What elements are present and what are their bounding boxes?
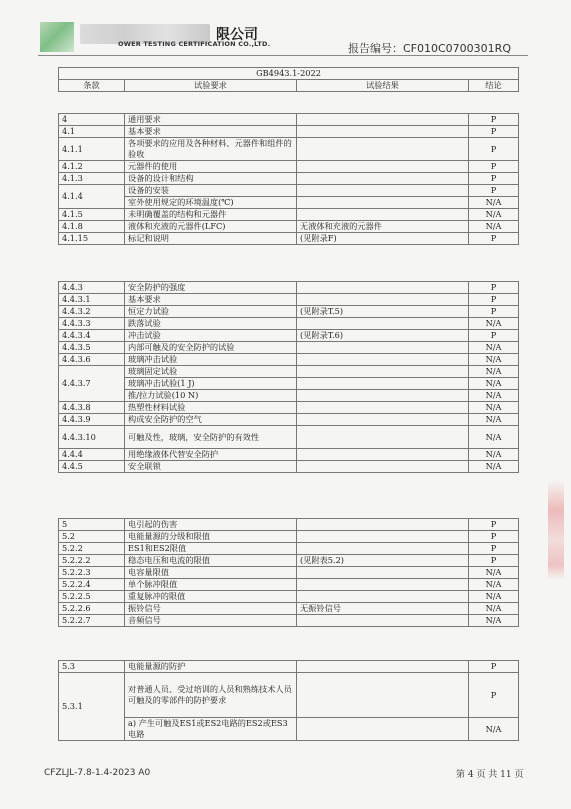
section-table (58, 113, 519, 245)
verdict-cell: P (469, 126, 519, 138)
result-cell (297, 531, 469, 543)
clause-cell: 4.1.3 (59, 173, 125, 185)
verdict-cell: N/A (469, 390, 519, 402)
verdict-cell: N/A (469, 426, 519, 449)
verdict-cell: P (469, 173, 519, 185)
table-row (59, 414, 519, 426)
verdict-cell: N/A (469, 718, 519, 741)
requirement-cell: 冲击试验 (125, 330, 297, 342)
clause-cell: 4.4.3.5 (59, 342, 125, 354)
requirement-cell: 音频信号 (125, 615, 297, 627)
requirement-cell: 设备的设计和结构 (125, 173, 297, 185)
clause-cell: 4.1.8 (59, 221, 125, 233)
requirement-cell: 电容量限值 (125, 567, 297, 579)
requirement-cell: 设备的安装 (125, 185, 297, 197)
requirement-cell: a) 产生可触及ES1或ES2电路的ES2或ES3电路 (125, 718, 297, 741)
verdict-cell: N/A (469, 615, 519, 627)
requirement-cell: 稳态电压和电流的限值 (125, 555, 297, 567)
table-row (59, 294, 519, 306)
clause-cell: 4.4.3.4 (59, 330, 125, 342)
table-row (59, 173, 519, 185)
standard-title: GB4943.1-2022 (59, 68, 519, 80)
table-row (59, 567, 519, 579)
result-cell (297, 615, 469, 627)
table-row (59, 233, 519, 245)
clause-cell: 5.3 (59, 661, 125, 673)
clause-cell: 4.4.5 (59, 461, 125, 473)
clause-cell: 4.4.3.1 (59, 294, 125, 306)
result-cell (297, 126, 469, 138)
result-cell (297, 209, 469, 221)
verdict-cell: N/A (469, 378, 519, 390)
result-cell (297, 114, 469, 126)
result-cell (297, 591, 469, 603)
requirement-cell: 用绝缘液体代替安全防护 (125, 449, 297, 461)
section-table (58, 281, 519, 473)
verdict-cell: N/A (469, 318, 519, 330)
clause-cell: 4.4.3.3 (59, 318, 125, 330)
result-cell: 无振铃信号 (297, 603, 469, 615)
verdict-cell: N/A (469, 461, 519, 473)
requirement-cell: 各项要求的应用及各种材料、元器件和组件的验收 (125, 138, 297, 161)
clause-cell: 4.4.3.2 (59, 306, 125, 318)
company-logo (40, 22, 74, 52)
header-divider (38, 55, 528, 56)
company-name-tail: 限公司 (216, 27, 258, 43)
verdict-cell: P (469, 531, 519, 543)
result-cell (297, 390, 469, 402)
page-number: 第 4 页 共 11 页 (456, 770, 524, 780)
clause-cell: 4 (59, 114, 125, 126)
section-table (58, 518, 519, 627)
verdict-cell: N/A (469, 567, 519, 579)
table-row (59, 209, 519, 221)
table-row (59, 615, 519, 627)
verdict-cell: N/A (469, 354, 519, 366)
verdict-cell: N/A (469, 449, 519, 461)
table-row (59, 197, 519, 209)
result-cell: (见附录T.5) (297, 306, 469, 318)
requirement-cell: 玻璃固定试验 (125, 366, 297, 378)
table-row (59, 306, 519, 318)
verdict-cell: P (469, 673, 519, 718)
requirement-cell: 恒定力试验 (125, 306, 297, 318)
verdict-cell: N/A (469, 342, 519, 354)
clause-cell: 5.3.1 (59, 673, 125, 741)
requirement-cell: 跌落试验 (125, 318, 297, 330)
requirement-cell: 室外使用规定的环境温度(℃) (125, 197, 297, 209)
verdict-cell: N/A (469, 414, 519, 426)
clause-cell: 4.4.3.8 (59, 402, 125, 414)
table-header (58, 67, 519, 92)
requirement-cell: 基本要求 (125, 294, 297, 306)
clause-cell: 4.1.15 (59, 233, 125, 245)
table-row (59, 591, 519, 603)
table-row (59, 126, 519, 138)
result-cell (297, 673, 469, 718)
clause-cell: 4.1.5 (59, 209, 125, 221)
company-name-english: OWER TESTING CERTIFICATION CO.,LTD. (118, 40, 271, 48)
result-cell (297, 579, 469, 591)
clause-cell: 4.4.3.10 (59, 426, 125, 449)
clause-cell: 5.2.2.2 (59, 555, 125, 567)
clause-cell: 4.1.4 (59, 185, 125, 209)
table-row (59, 282, 519, 294)
clause-cell: 5.2.2.4 (59, 579, 125, 591)
verdict-cell: P (469, 185, 519, 197)
table-row (59, 114, 519, 126)
section-table (58, 660, 519, 741)
clause-cell: 4.4.3.7 (59, 366, 125, 402)
result-cell (297, 366, 469, 378)
column-header-result: 试验结果 (297, 80, 469, 92)
form-number: CFZLJL-7.8-1.4-2023 A0 (44, 768, 151, 778)
result-cell (297, 449, 469, 461)
requirement-cell: 振铃信号 (125, 603, 297, 615)
verdict-cell: N/A (469, 221, 519, 233)
verdict-cell: N/A (469, 197, 519, 209)
clause-cell: 4.4.4 (59, 449, 125, 461)
table-row (59, 519, 519, 531)
table-row (59, 718, 519, 741)
requirement-cell: 玻璃冲击试验(1 J) (125, 378, 297, 390)
result-cell (297, 378, 469, 390)
requirement-cell: 推/拉力试验(10 N) (125, 390, 297, 402)
verdict-cell: P (469, 282, 519, 294)
clause-cell: 4.1 (59, 126, 125, 138)
verdict-cell: P (469, 233, 519, 245)
requirement-cell: ES1和ES2限值 (125, 543, 297, 555)
table-row (59, 555, 519, 567)
result-cell (297, 426, 469, 449)
verdict-cell: P (469, 114, 519, 126)
verdict-cell: P (469, 555, 519, 567)
table-row (59, 673, 519, 718)
clause-cell: 5.2.2.3 (59, 567, 125, 579)
verdict-cell: N/A (469, 579, 519, 591)
requirement-cell: 标记和说明 (125, 233, 297, 245)
column-header-requirement: 试验要求 (125, 80, 297, 92)
verdict-cell: P (469, 138, 519, 161)
requirement-cell: 未明确覆盖的结构和元器件 (125, 209, 297, 221)
table-row (59, 461, 519, 473)
clause-cell: 5.2.2.5 (59, 591, 125, 603)
table-row (59, 221, 519, 233)
requirement-cell: 重复脉冲的限值 (125, 591, 297, 603)
clause-cell: 5.2.2.7 (59, 615, 125, 627)
requirement-cell: 单个脉冲限值 (125, 579, 297, 591)
clause-cell: 5.2.2 (59, 543, 125, 555)
verdict-cell: N/A (469, 209, 519, 221)
result-cell: 无液体和充液的元器件 (297, 221, 469, 233)
requirement-cell: 电能量源的防护 (125, 661, 297, 673)
verdict-cell: P (469, 543, 519, 555)
requirement-cell: 安全联锁 (125, 461, 297, 473)
table-row (59, 579, 519, 591)
requirement-cell: 可触及性，玻璃，安全防护的有效性 (125, 426, 297, 449)
table-row (59, 426, 519, 449)
table-row (59, 185, 519, 197)
requirement-cell: 基本要求 (125, 126, 297, 138)
clause-cell: 5.2 (59, 531, 125, 543)
requirement-cell: 内部可触及的安全防护的试验 (125, 342, 297, 354)
table-row (59, 161, 519, 173)
table-row (59, 378, 519, 390)
table-row (59, 330, 519, 342)
requirement-cell: 热塑性材料试验 (125, 402, 297, 414)
table-row (59, 531, 519, 543)
requirement-cell: 电能量源的分级和限值 (125, 531, 297, 543)
verdict-cell: P (469, 661, 519, 673)
clause-cell: 4.4.3 (59, 282, 125, 294)
clause-cell: 4.4.3.9 (59, 414, 125, 426)
result-cell (297, 342, 469, 354)
verdict-cell: N/A (469, 402, 519, 414)
result-cell (297, 718, 469, 741)
table-row (59, 138, 519, 161)
verdict-cell: P (469, 330, 519, 342)
verdict-cell: P (469, 161, 519, 173)
requirement-cell: 元器件的使用 (125, 161, 297, 173)
column-header-clause: 条款 (59, 80, 125, 92)
table-row (59, 354, 519, 366)
result-cell: (见附录T.6) (297, 330, 469, 342)
result-cell (297, 354, 469, 366)
result-cell (297, 567, 469, 579)
result-cell (297, 294, 469, 306)
requirement-cell: 安全防护的强度 (125, 282, 297, 294)
table-row (59, 366, 519, 378)
verdict-cell: N/A (469, 366, 519, 378)
requirement-cell: 电引起的伤害 (125, 519, 297, 531)
verdict-cell: N/A (469, 591, 519, 603)
result-cell (297, 661, 469, 673)
verdict-cell: N/A (469, 603, 519, 615)
verdict-cell: P (469, 294, 519, 306)
result-cell (297, 138, 469, 161)
result-cell (297, 519, 469, 531)
requirement-cell: 玻璃冲击试验 (125, 354, 297, 366)
result-cell: (见附录F) (297, 233, 469, 245)
result-cell: (见附表5.2) (297, 555, 469, 567)
table-row (59, 402, 519, 414)
seal-stamp (548, 480, 564, 580)
clause-cell: 4.1.2 (59, 161, 125, 173)
result-cell (297, 282, 469, 294)
result-cell (297, 161, 469, 173)
result-cell (297, 402, 469, 414)
clause-cell: 4.4.3.6 (59, 354, 125, 366)
clause-cell: 5 (59, 519, 125, 531)
result-cell (297, 185, 469, 197)
result-cell (297, 543, 469, 555)
table-row (59, 318, 519, 330)
result-cell (297, 461, 469, 473)
requirement-cell: 液体和充液的元器件(LFC) (125, 221, 297, 233)
column-header-verdict: 结论 (469, 80, 519, 92)
clause-cell: 4.1.1 (59, 138, 125, 161)
requirement-cell: 通用要求 (125, 114, 297, 126)
verdict-cell: P (469, 306, 519, 318)
clause-cell: 5.2.2.6 (59, 603, 125, 615)
requirement-cell: 构成安全防护的空气 (125, 414, 297, 426)
table-row (59, 661, 519, 673)
verdict-cell: P (469, 519, 519, 531)
requirement-cell: 对普通人员、受过培训的人员和熟练技术人员可触及的零部件的防护要求 (125, 673, 297, 718)
table-row (59, 342, 519, 354)
result-cell (297, 414, 469, 426)
table-row (59, 603, 519, 615)
report-number: 报告编号：CF010C0700301RQ (348, 42, 511, 55)
table-row (59, 449, 519, 461)
table-row (59, 390, 519, 402)
result-cell (297, 197, 469, 209)
result-cell (297, 173, 469, 185)
result-cell (297, 318, 469, 330)
table-row (59, 543, 519, 555)
